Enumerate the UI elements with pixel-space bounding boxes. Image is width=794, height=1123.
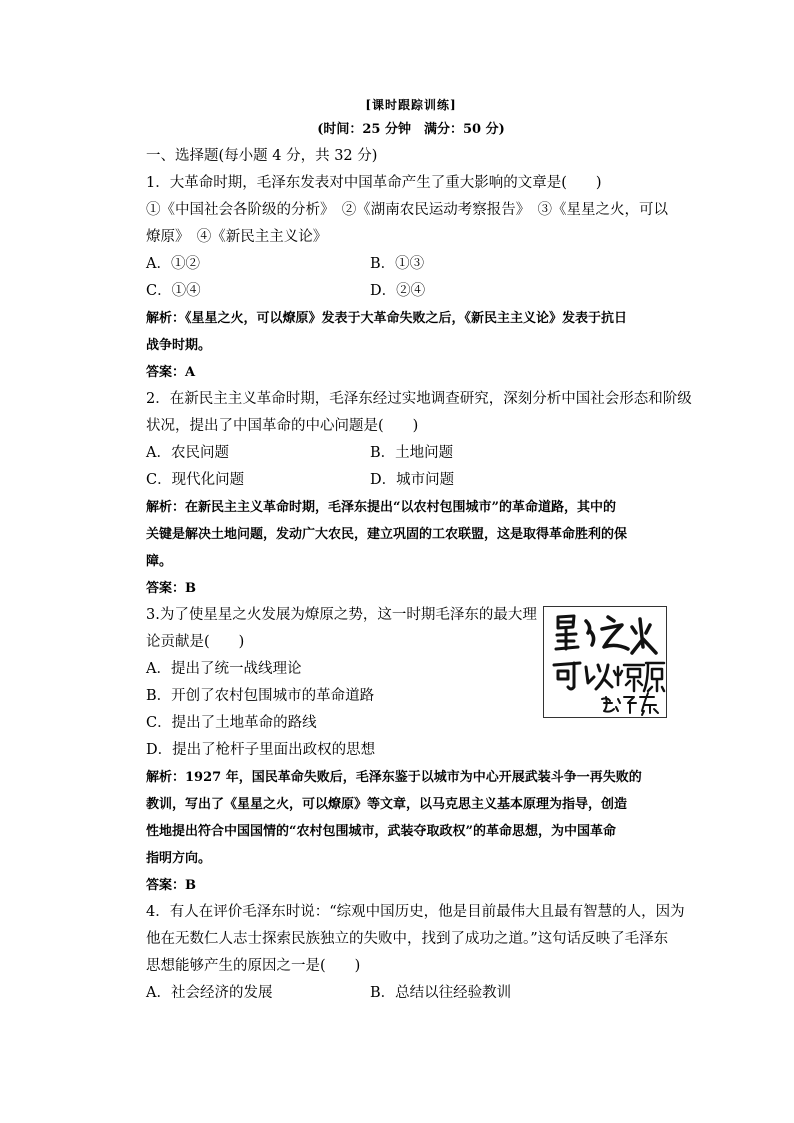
answer-text: 答案：B [146, 878, 196, 893]
question-stem: 论贡献是( ) [146, 634, 245, 650]
question-2 [146, 386, 692, 602]
analysis-text: 解析：在新民主主义革命时期，毛泽东提出“以农村包围城市”的革命道路，其中的 [146, 500, 616, 515]
option-b: B．开创了农村包围城市的革命道路 [146, 688, 375, 704]
calligraphy-image [543, 606, 667, 718]
option-a: A．①② [146, 256, 200, 272]
question-1 [146, 170, 676, 386]
analysis-text: 解析：1927 年，国民革命失败后，毛泽东鉴于以城市为中心开展武装斗争一再失败的 [146, 770, 642, 785]
question-stem: 2．在新民主主义革命时期，毛泽东经过实地调查研究，深刻分析中国社会形态和阶级 [146, 391, 692, 407]
page-subtitle: (时间：25 分钟 满分：50 分) [317, 122, 505, 137]
option-a: A．社会经济的发展 [146, 985, 273, 1001]
question-items: 燎原》 ④《新民主主义论》 [146, 229, 328, 245]
analysis-text: 战争时期。 [146, 338, 212, 353]
options-row [146, 980, 676, 1007]
option-b: B．土地问题 [370, 445, 454, 461]
option-d: D．城市问题 [370, 472, 455, 488]
answer-text: 答案：A [146, 365, 196, 380]
option-a: A．农民问题 [146, 445, 229, 461]
option-c: C．①④ [146, 283, 201, 299]
question-3 [146, 602, 676, 899]
option-c: C．提出了土地革命的路线 [146, 715, 317, 731]
analysis-text: 解析：《星星之火，可以燎原》发表于大革命失败之后，《新民主主义论》发表于抗日 [146, 311, 628, 326]
page-title: [课时跟踪训练] [365, 98, 457, 112]
analysis-text: 指明方向。 [146, 851, 212, 866]
analysis-text: 教训，写出了《星星之火，可以燎原》等文章，以马克思主义基本原理为指导，创造 [146, 797, 628, 812]
option-d: D．②④ [370, 283, 426, 299]
question-stem: 状况，提出了中国革命的中心问题是( ) [146, 418, 419, 434]
question-4 [146, 899, 685, 1007]
analysis-text: 关键是解决土地问题，发动广大农民，建立巩固的工农联盟，这是取得革命胜利的保 [146, 527, 628, 542]
option-b: B．①③ [370, 256, 425, 272]
options-row [146, 440, 676, 467]
analysis-text: 性地提出符合中国国情的“农村包围城市，武装夺取政权”的革命思想，为中国革命 [146, 824, 616, 839]
options-row [146, 467, 676, 494]
options-row [146, 251, 676, 278]
answer-text: 答案：B [146, 581, 196, 596]
question-stem: 1．大革命时期，毛泽东发表对中国革命产生了重大影响的文章是( ) [146, 175, 602, 191]
question-stem: 4．有人在评价毛泽东时说：“综观中国历史，他是目前最伟大且最有智慧的人，因为 [146, 904, 685, 920]
option-c: C．现代化问题 [146, 472, 245, 488]
option-b: B．总结以往经验教训 [370, 985, 512, 1001]
option-a: A．提出了统一战线理论 [146, 661, 302, 677]
question-items: ①《中国社会各阶级的分析》 ②《湖南农民运动考察报告》 ③《星星之火，可以 [146, 202, 668, 218]
options-row [146, 278, 676, 305]
question-stem: 他在无数仁人志士探索民族独立的失败中，找到了成功之道。”这句话反映了毛泽东 [146, 931, 669, 947]
section-title: 一、选择题(每小题 4 分，共 32 分) [146, 148, 378, 164]
calligraphy-drawing [544, 607, 666, 717]
question-stem: 思想能够产生的原因之一是( ) [146, 958, 361, 974]
analysis-text: 障。 [146, 554, 173, 569]
option-d: D．提出了枪杆子里面出政权的思想 [146, 742, 376, 758]
question-stem: 3.为了使星星之火发展为燎原之势，这一时期毛泽东的最大理 [146, 607, 537, 623]
document-page [146, 94, 692, 1007]
